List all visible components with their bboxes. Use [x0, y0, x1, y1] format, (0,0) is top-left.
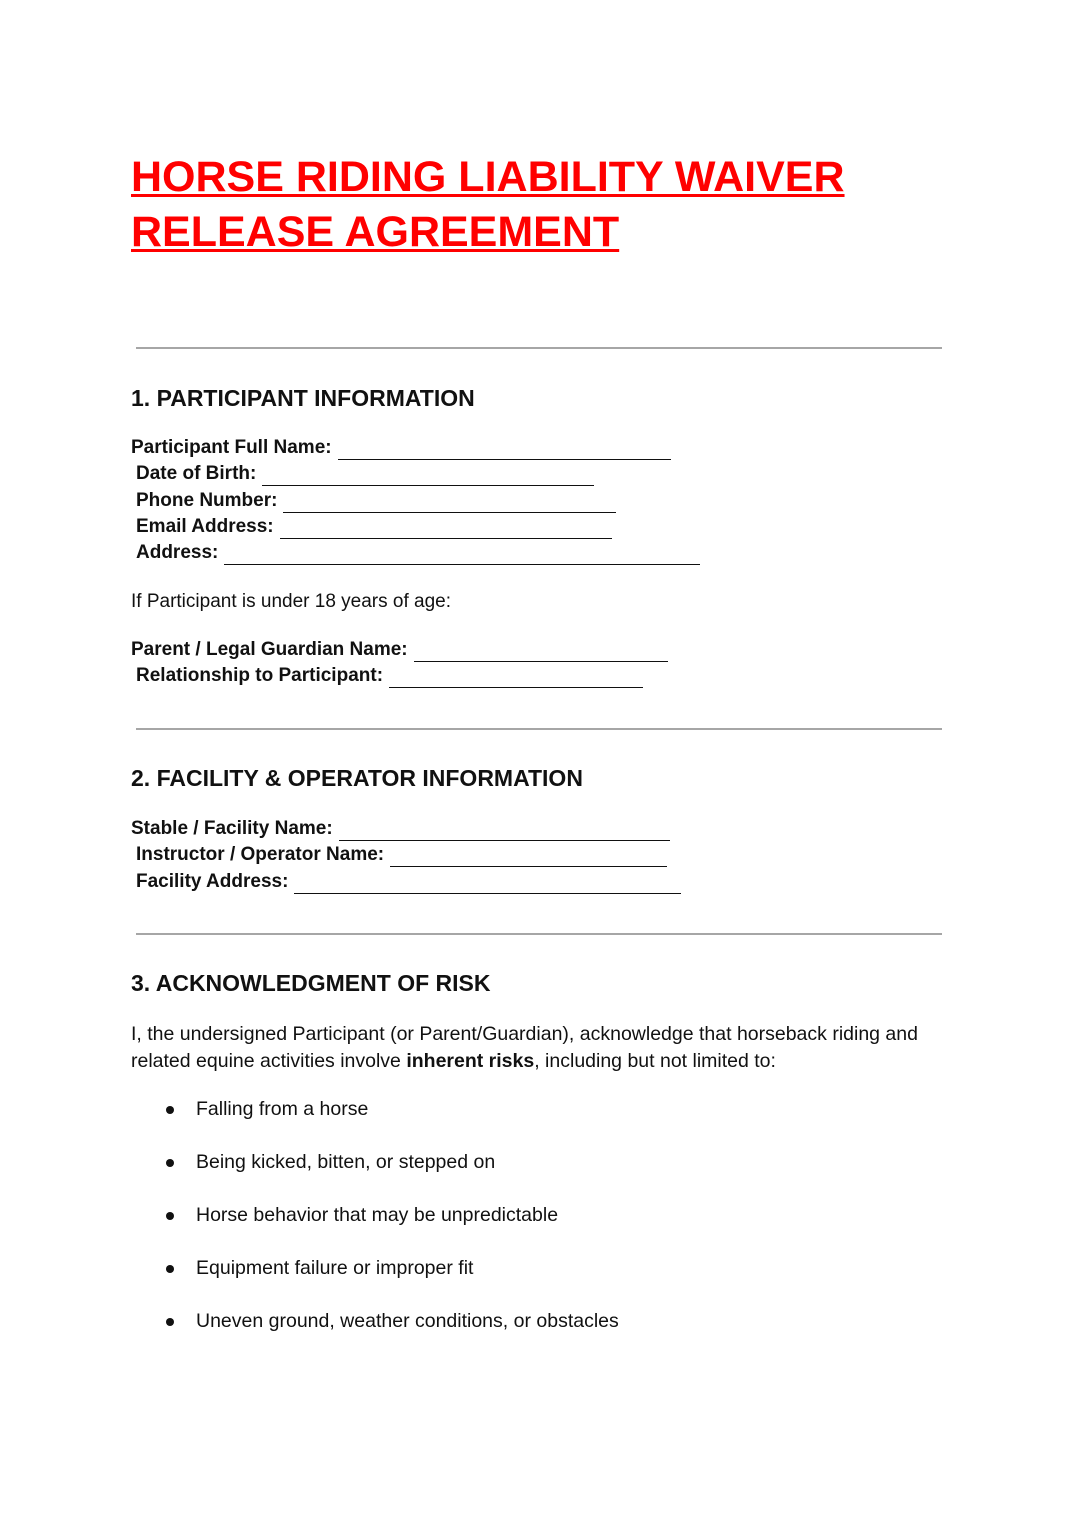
risk-intro-paragraph — [131, 1021, 951, 1075]
title-line-2: RELEASE AGREEMENT — [131, 208, 620, 256]
address-field[interactable] — [136, 541, 700, 565]
guardian-name-field[interactable] — [131, 638, 668, 662]
risk-item-text: Falling from a horse — [196, 1098, 369, 1120]
relationship-blank[interactable] — [389, 669, 643, 688]
email-address-blank[interactable] — [280, 520, 612, 539]
bullet-icon — [166, 1265, 174, 1273]
instructor-name-field[interactable] — [136, 843, 667, 867]
date-of-birth-blank[interactable] — [262, 467, 594, 486]
section-divider — [136, 728, 942, 730]
date-of-birth-label: Date of Birth: — [136, 463, 257, 484]
risk-intro-emphasis: inherent risks — [406, 1050, 535, 1072]
phone-number-blank[interactable] — [283, 494, 616, 513]
participant-name-label: Participant Full Name: — [131, 437, 332, 458]
bullet-icon — [166, 1159, 174, 1167]
relationship-label: Relationship to Participant: — [136, 665, 384, 686]
document-title — [131, 150, 845, 260]
section-divider — [136, 347, 942, 349]
facility-name-label: Stable / Facility Name: — [131, 818, 333, 839]
risk-intro-tail: , including but not limited to: — [534, 1050, 776, 1072]
risk-intro-text: I, the undersigned Participant (or Parent/Guardian), acknowledge that horseback riding and related equine activities involve — [131, 1023, 918, 1072]
section-heading-risk: 3. ACKNOWLEDGMENT OF RISK — [131, 970, 491, 996]
facility-address-label: Facility Address: — [136, 871, 289, 892]
facility-name-blank[interactable] — [339, 822, 670, 841]
instructor-name-blank[interactable] — [390, 848, 667, 867]
email-address-field[interactable] — [136, 515, 612, 539]
phone-number-field[interactable] — [136, 489, 616, 513]
address-label: Address: — [136, 542, 219, 563]
risk-item-text: Being kicked, bitten, or stepped on — [196, 1151, 496, 1173]
section-divider — [136, 933, 942, 935]
risk-item-text: Horse behavior that may be unpredictable — [196, 1204, 559, 1226]
address-blank[interactable] — [224, 546, 700, 565]
bullet-icon — [166, 1212, 174, 1220]
guardian-name-blank[interactable] — [414, 643, 668, 662]
phone-number-label: Phone Number: — [136, 490, 278, 511]
bullet-icon — [166, 1106, 174, 1114]
date-of-birth-field[interactable] — [136, 462, 594, 486]
facility-address-field[interactable] — [136, 870, 681, 894]
instructor-name-label: Instructor / Operator Name: — [136, 844, 385, 865]
guardian-name-label: Parent / Legal Guardian Name: — [131, 639, 408, 660]
participant-name-field[interactable] — [131, 436, 671, 460]
section-heading-facility: 2. FACILITY & OPERATOR INFORMATION — [131, 765, 583, 791]
risk-item-text: Uneven ground, weather conditions, or obstacles — [196, 1310, 619, 1332]
section-heading-participant: 1. PARTICIPANT INFORMATION — [131, 385, 475, 411]
facility-name-field[interactable] — [131, 817, 670, 841]
risk-item-text: Equipment failure or improper fit — [196, 1257, 474, 1279]
title-line-1: HORSE RIDING LIABILITY WAIVER — [131, 153, 845, 201]
participant-name-blank[interactable] — [338, 441, 671, 460]
minor-note: If Participant is under 18 years of age: — [131, 591, 452, 612]
facility-address-blank[interactable] — [294, 875, 681, 894]
email-address-label: Email Address: — [136, 516, 274, 537]
bullet-icon — [166, 1318, 174, 1326]
relationship-field[interactable] — [136, 664, 643, 688]
